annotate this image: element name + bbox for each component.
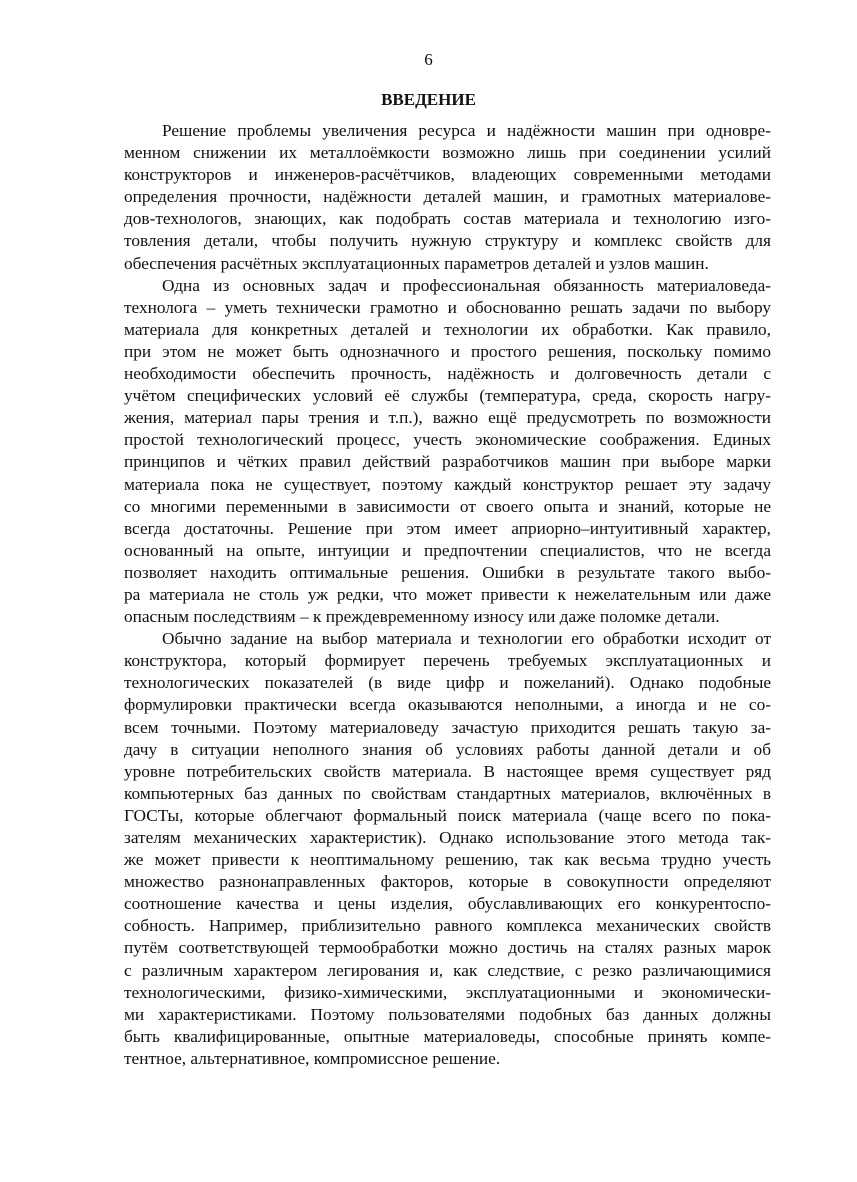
text-line: дов-технологов, знающих, как подобрать состав материала и технологию изго- (124, 209, 771, 229)
text-line: соотношение качества и цены изделия, обуславливающих его конкурентоспо- (124, 894, 771, 914)
text-line: технологических показателей (в виде цифр и пожеланий). Однако подобные (124, 673, 771, 693)
text-line: товления детали, чтобы получить нужную структуру и комплекс свойств для (124, 231, 771, 251)
text-line: принципов и чётких правил действий разработчиков машин при выборе марки (124, 452, 771, 472)
text-line: же может привести к неоптимальному решению, так как весьма трудно учесть (124, 850, 771, 870)
text-line: основанный на опыте, интуиции и предпочтении специалистов, что не всегда (124, 540, 771, 560)
text-line: с различным характером легирования и, как следствие, с резко различающимися (124, 960, 771, 980)
text-line: учётом специфических условий её службы (температура, среда, скорость нагру- (124, 386, 771, 406)
text-line: простой технологический процесс, учесть экономические соображения. Единых (124, 430, 771, 450)
text-line: определения прочности, надёжности деталей машин, и грамотных материалове- (124, 187, 771, 207)
text-line: Одна из основных задач и профессиональная обязанность материаловеда- (162, 275, 771, 295)
text-line: ми характеристиками. Поэтому пользователями подобных баз данных должны (124, 1004, 771, 1024)
text-line: множество разнонаправленных факторов, которые в совокупности определяют (124, 872, 771, 892)
text-line: менном снижении их металлоёмкости возможно лишь при соединении усилий (124, 143, 771, 163)
text-line: собность. Например, приблизительно равного комплекса механических свойств (124, 916, 771, 936)
text-line: путём соответствующей термообработки можно достичь на сталях разных марок (124, 938, 771, 958)
text-line: всегда достаточны. Решение при этом имеет априорно–интуитивный характер, (124, 518, 771, 538)
page-number: 6 (424, 50, 433, 69)
text-line: со многими переменными в зависимости от своего опыта и знаний, которые не (124, 496, 771, 516)
text-line: необходимости обеспечить прочность, надёжность и долговечность детали с (124, 364, 771, 384)
text-line: Обычно задание на выбор материала и технологии его обработки исходит от (162, 629, 771, 649)
text-line: материала для конкретных деталей и технологии их обработки. Как правило, (124, 319, 771, 339)
paragraph-1 (86, 120, 771, 275)
text-line: зателям механических характеристик). Однако использование этого метода так- (124, 828, 771, 847)
document-body (86, 120, 771, 1070)
paragraph-3 (86, 628, 771, 1070)
text-line: уровне потребительских свойств материала. В настоящее время существует ряд (124, 761, 771, 781)
text-line: быть квалифицированные, опытные материаловеды, способные принять компе- (124, 1026, 771, 1046)
text-line: формулировки практически всегда оказываются неполными, а иногда и не со- (124, 695, 771, 715)
paragraph-2 (86, 275, 771, 629)
text-line: тентное, альтернативное, компромиссное решение. (124, 1048, 501, 1068)
text-line: обеспечения расчётных эксплуатационных параметров деталей и узлов машин. (124, 253, 709, 273)
text-line: дачу в ситуации неполного знания об условиях работы данной детали и об (124, 739, 771, 759)
text-line: опасным последствиям – к преждевременному износу или даже поломке детали. (124, 607, 720, 627)
text-line: жения, материал пары трения и т.п.), важно ещё предусмотреть по возможности (124, 408, 771, 428)
text-line: технологическими, физико-химическими, эксплуатационными и экономически- (124, 982, 771, 1002)
text-line: Решение проблемы увеличения ресурса и надёжности машин при одновре- (162, 121, 771, 140)
text-line: материала пока не существует, поэтому каждый конструктор решает эту задачу (124, 474, 771, 494)
section-heading: ВВЕДЕНИЕ (381, 90, 476, 109)
text-line: конструкторов и инженеров-расчётчиков, владеющих современными методами (124, 165, 771, 185)
text-line: конструктора, который формирует перечень требуемых эксплуатационных и (124, 651, 771, 671)
text-line: ГОСТы, которые облегчают формальный поиск материала (чаще всего по пока- (124, 805, 771, 825)
text-line: технолога – уметь технически грамотно и обоснованно решать задачи по выбору (124, 297, 771, 317)
text-line: при этом не может быть однозначного и простого решения, поскольку помимо (124, 341, 771, 361)
text-line: позволяет находить оптимальные решения. Ошибки в результате такого выбо- (124, 562, 771, 582)
text-line: всем точными. Поэтому материаловеду зачастую приходится решать такую за- (124, 717, 771, 737)
text-line: ра материала не столь уж редки, что может привести к нежелательным или даже (124, 584, 771, 604)
text-line: компьютерных баз данных по свойствам стандартных материалов, включённых в (124, 783, 771, 803)
